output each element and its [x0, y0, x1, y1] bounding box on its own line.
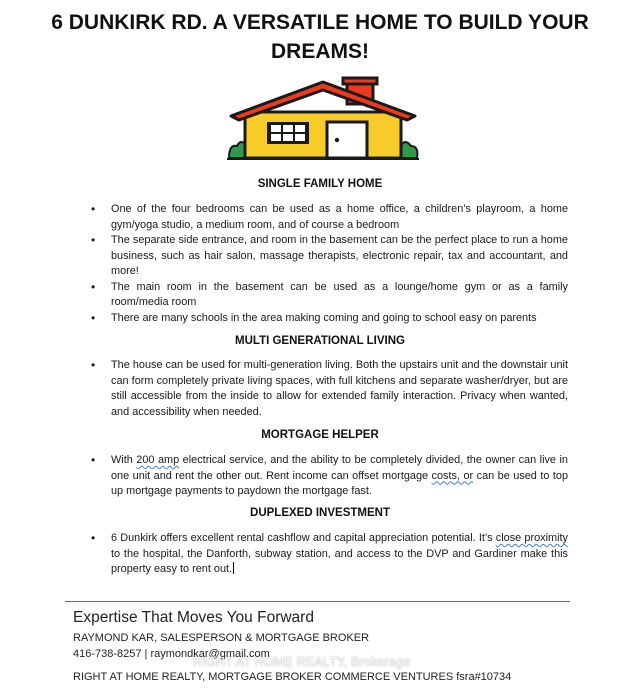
text-run: With	[111, 454, 137, 466]
spellcheck-marked-text: 200 amp	[136, 454, 180, 466]
single-family-list	[88, 202, 568, 326]
list-item: • There are many schools in the area making coming and going to school easy on parents	[88, 311, 568, 327]
text-run: to the hospital, the Danforth, subway station, and access to the DVP and Gardiner make this property easy to rent out.	[111, 547, 568, 575]
footer-brokerage-line: RIGHT AT HOME REALTY, MORTGAGE BROKER COMMERCE VENTURES fsra#10734	[73, 671, 512, 683]
footer-agent-line: RAYMOND KAR, SALESPERSON & MORTGAGE BROKER	[73, 632, 370, 644]
spellcheck-marked-text: costs, or	[431, 469, 474, 482]
section-heading-single-family: SINGLE FAMILY HOME	[257, 178, 383, 190]
document-title: 6 DUNKIRK RD. A VERSATILE HOME TO BUILD YOUR DREAMS!	[51, 11, 589, 63]
brokerage-watermark: RIGHT AT HOME REALTY, Brokerage	[193, 655, 411, 669]
multi-generational-list	[88, 358, 568, 420]
spellcheck-marked-text: close proximity	[495, 532, 568, 544]
text-run: electrical service, and the ability to be completely divided, the owner can live in one unit and rent the other out. Rent income can offset mortgage	[111, 454, 568, 482]
section-heading-duplexed-investment: DUPLEXED INVESTMENT	[250, 507, 390, 519]
footer-contact-line: 416-738-8257 | raymondkar@gmail.com	[73, 648, 270, 660]
list-item: • The main room in the basement can be used as a lounge/home gym or as a family room/media room	[88, 280, 568, 311]
list-item	[88, 531, 568, 578]
section-heading-mortgage-helper: MORTGAGE HELPER	[261, 429, 379, 441]
text-run: 6 Dunkirk offers excellent rental cashflow and capital appreciation potential. It’s	[111, 532, 496, 544]
text-cursor[interactable]	[233, 562, 234, 574]
footer-divider	[65, 601, 570, 602]
list-item: • The separate side entrance, and room in the basement can be the perfect place to run a home business, such as hair salon, massage therapists, electronic repair, tax and accountant, and more!	[88, 233, 568, 280]
section-heading-multi-generational: MULTI GENERATIONAL LIVING	[235, 335, 405, 347]
list-item	[88, 453, 568, 500]
list-item: • The house can be used for multi-generation living. Both the upstairs unit and the downstair unit can form completely private living spaces, with full kitchens and separate washer/dryer, but are still accessible from the inside to allow for extended family interaction. Privacy when wanted, and accessibility when needed.	[88, 358, 568, 420]
list-item: • One of the four bedrooms can be used as a home office, a children’s playroom, a home gym/yoga studio, a medium room, and of course a bedroom	[88, 202, 568, 233]
mortgage-helper-list	[88, 453, 568, 500]
footer-tagline: Expertise That Moves You Forward	[73, 609, 314, 626]
house-icon	[227, 76, 419, 162]
door-icon	[327, 122, 367, 158]
duplexed-investment-list	[88, 531, 568, 578]
window-icon	[267, 122, 309, 144]
text-run: can be used to top up mortgage payments to paydown the mortgage fast.	[111, 469, 569, 497]
